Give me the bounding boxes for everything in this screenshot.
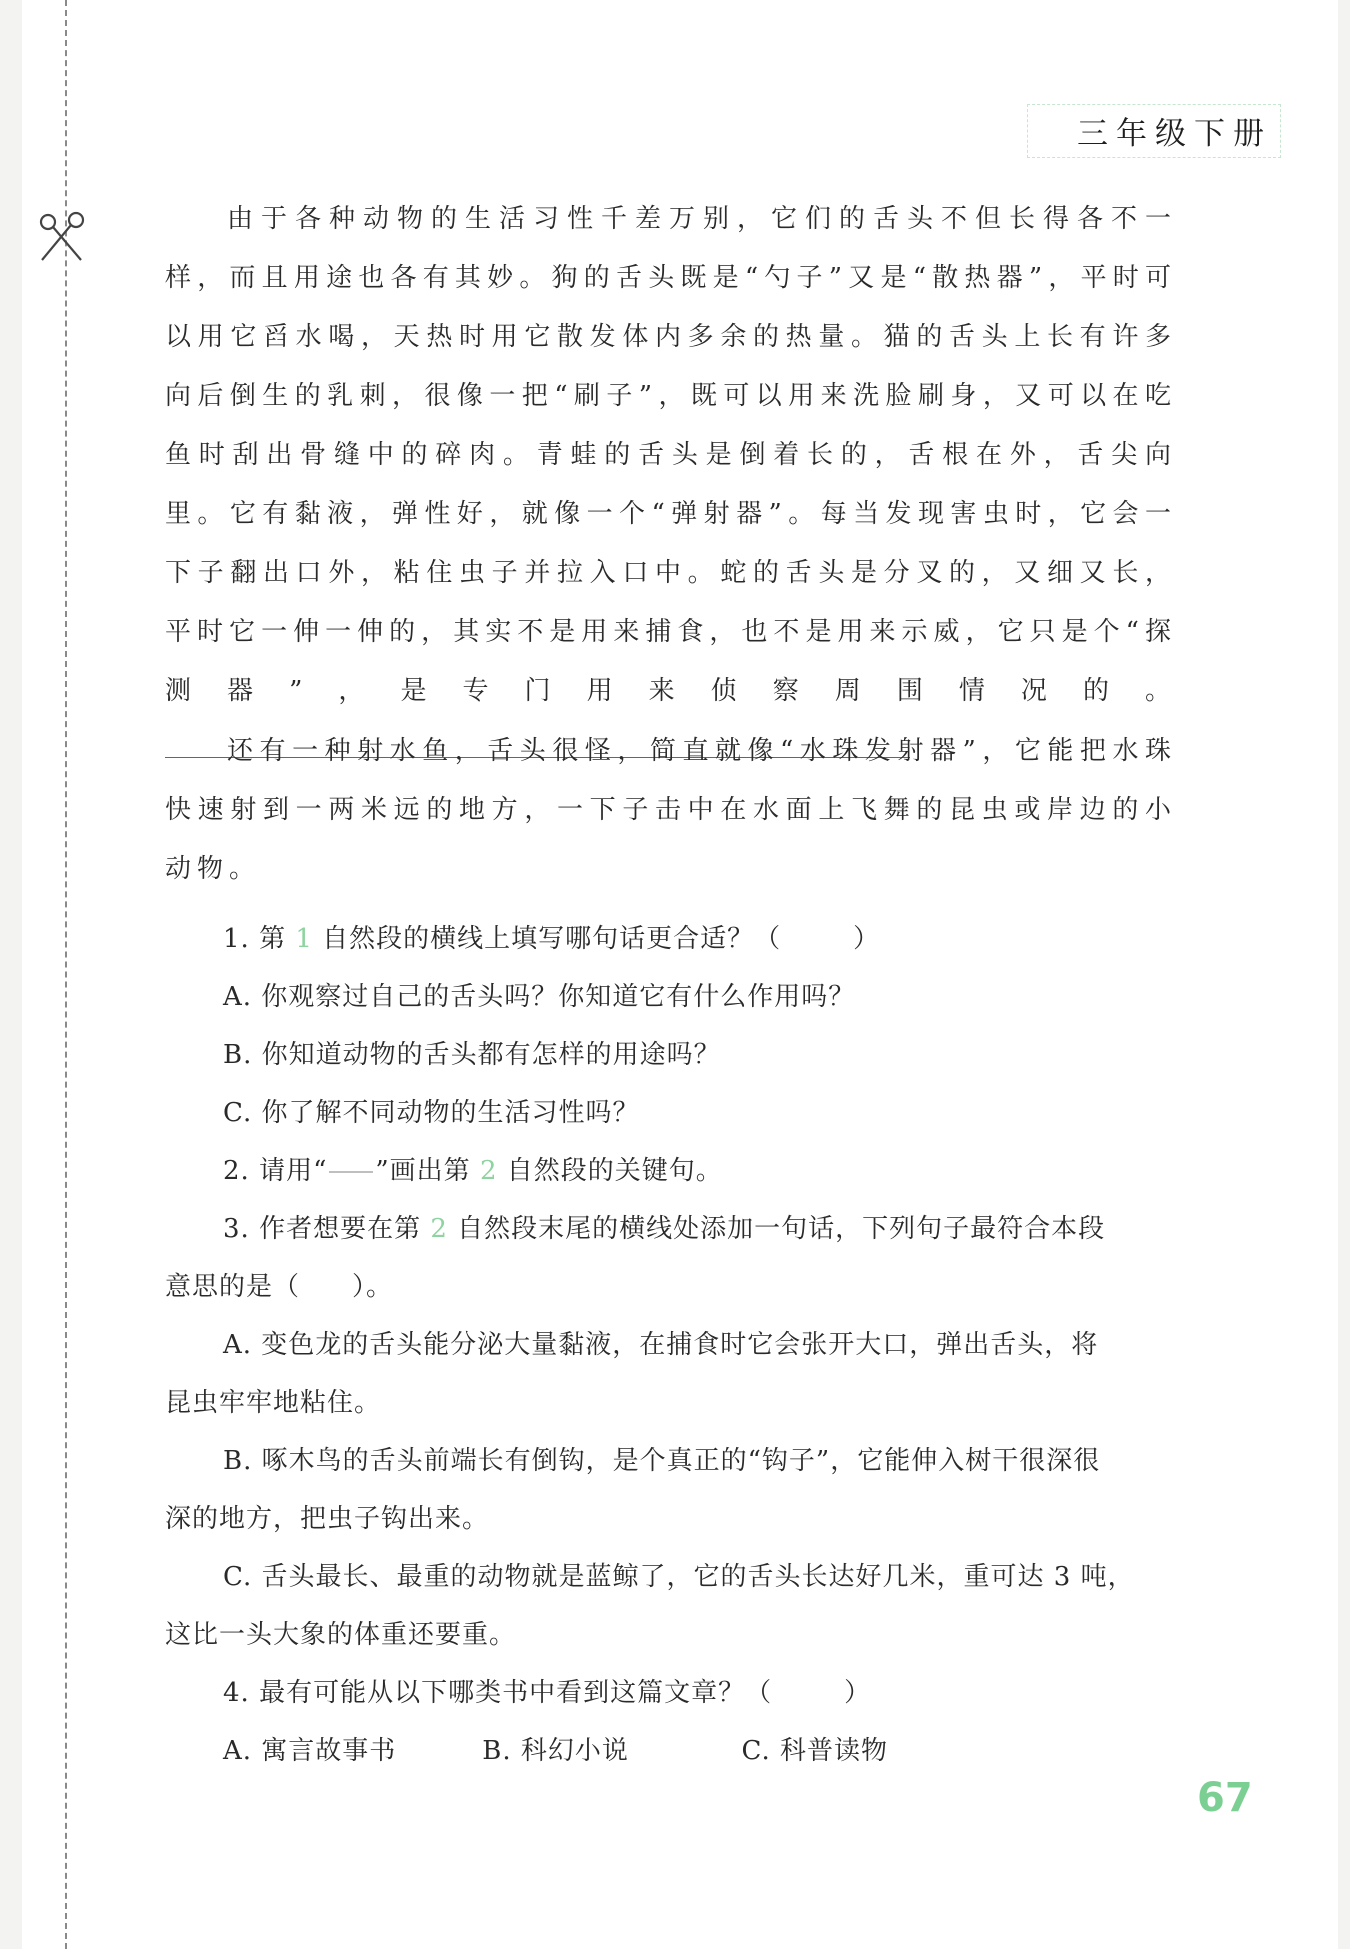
question-4: 4. 最有可能从以下哪类书中看到这篇文章？（ ）: [223, 1678, 872, 1708]
q3-option-c-cont: 这比一头大象的体重还要重。: [165, 1620, 517, 1650]
passage-paragraph-3: 还有一种射水鱼，舌头很怪，简直就像“水珠发射器”，它能把水珠快速射到一两米远的地方，一下子击中在水面上飞舞的昆虫或岸边的小动物。: [165, 736, 1177, 884]
question-3: 3. 作者想要在第 2 自然段末尾的横线处添加一句话，下列句子最符合本段: [223, 1214, 1106, 1244]
grade-header: 三年级下册: [1077, 116, 1272, 152]
paragraph-number: 2: [479, 1156, 498, 1186]
q3-option-b-cont: 深的地方，把虫子钩出来。: [165, 1504, 490, 1534]
passage-paragraph-2: [165, 190, 1177, 780]
q1-option-a: A. 你观察过自己的舌头吗？你知道它有什么作用吗？: [223, 982, 856, 1012]
q4-option-a: A. 寓言故事书: [223, 1736, 397, 1766]
q3-option-a: A. 变色龙的舌头能分泌大量黏液，在捕食时它会张开大口，弹出舌头，将: [223, 1330, 1099, 1360]
q3-option-c: C. 舌头最长、最重的动物就是蓝鲸了，它的舌头长达好几米，重可达 3 吨，: [223, 1562, 1135, 1592]
q4-options: [165, 1722, 1177, 1780]
page-number: 67: [1197, 1775, 1253, 1821]
paragraph-number: 2: [430, 1214, 448, 1244]
q1-option-b: B. 你知道动物的舌头都有怎样的用途吗？: [223, 1040, 721, 1070]
paragraph-number: 1: [295, 924, 313, 954]
q4-option-b: B. 科幻小说: [482, 1736, 629, 1766]
questions-section: [165, 910, 1177, 1780]
workbook-page: [22, 0, 1338, 1949]
q3-option-a-cont: 昆虫牢牢地粘住。: [165, 1388, 382, 1418]
question-3-cont: 意思的是（ ）。: [165, 1272, 394, 1302]
q4-option-c: C. 科普读物: [741, 1736, 889, 1766]
underline-sample: [329, 1171, 373, 1173]
cut-line: [65, 0, 67, 1949]
paragraph-2-text: 由于各种动物的生活习性千差万别，它们的舌头不但长得各不一样，而且用途也各有其妙。狗的舌头既是“勺子”又是“散热器”，平时可以用它舀水喝，天热时用它散发体内多余的热量。猫的舌头上长有许多向后倒生的乳刺，很像一把“刷子”，既可以用来洗脸刷身，又可以在吃鱼时刮出骨缝中的碎肉。青蛙的舌头是倒着长的，舌根在外，舌尖向里。它有黏液，弹性好，就像一个“弹射器”。每当发现害虫时，它会一下子翻出口外，粘住虫子并拉入口中。蛇的舌头是分叉的，又细又长，平时它一伸一伸的，其实不是用来捕食，也不是用来示威，它只是个“探测器”，是专门用来侦察周围情况的。: [165, 204, 1177, 706]
scissors-icon: [36, 208, 96, 268]
question-2: 2. 请用“ ”画出第 2 自然段的关键句。: [223, 1156, 723, 1186]
q3-option-b: B. 啄木鸟的舌头前端长有倒钩，是个真正的“钩子”，它能伸入树干很深很: [223, 1446, 1101, 1476]
q1-option-c: C. 你了解不同动物的生活习性吗？: [223, 1098, 640, 1128]
question-1: 1. 第 1 自然段的横线上填写哪句话更合适？（ ）: [223, 924, 881, 954]
